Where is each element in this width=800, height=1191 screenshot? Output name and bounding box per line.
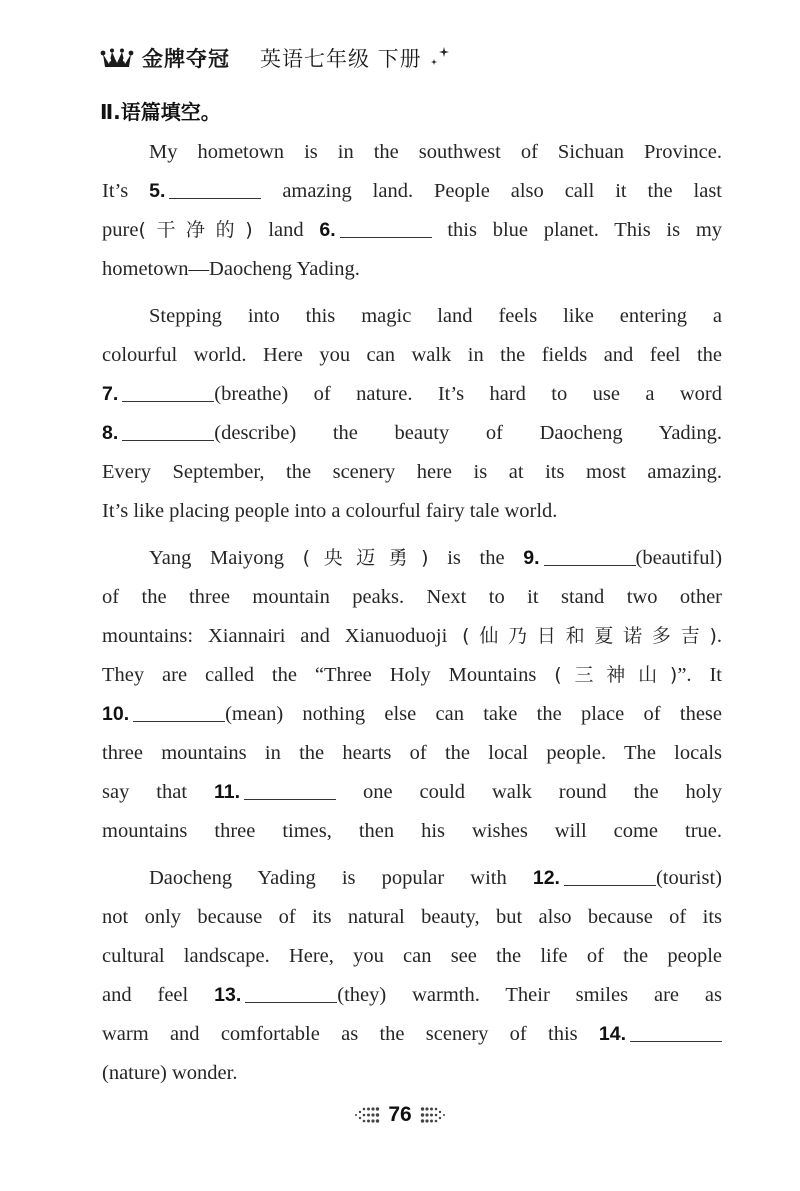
passage-line bbox=[102, 375, 722, 414]
passage-line bbox=[102, 578, 722, 617]
passage-text: amazing land. People also call it the last bbox=[261, 180, 722, 202]
passage-text: (三神山) bbox=[554, 664, 678, 686]
page-footer bbox=[0, 1103, 800, 1127]
passage-line bbox=[102, 734, 722, 773]
passage-line bbox=[102, 492, 722, 531]
passage-text: It’s bbox=[102, 180, 150, 202]
blank-number: 7. bbox=[102, 383, 119, 405]
passage-text: It’s like placing people into a colourful fairy tale world. bbox=[102, 500, 558, 522]
passage-text: My hometown is in the southwest of Sichuan Province. bbox=[149, 141, 722, 163]
dot-pattern-icon bbox=[354, 1106, 382, 1124]
blank-number: 9. bbox=[523, 547, 540, 569]
passage-text: cultural landscape. Here, you can see the life of the people bbox=[102, 945, 722, 967]
passage-line bbox=[102, 695, 722, 734]
passage-line bbox=[102, 133, 722, 172]
passage-text: (breathe) of nature. It’s hard to use a word bbox=[214, 383, 722, 405]
brand-title: 金牌夺冠 bbox=[142, 47, 230, 71]
passage-line bbox=[102, 1054, 722, 1093]
passage-text: Every September, the scenery here is at its most amazing. bbox=[102, 461, 722, 483]
passage-text: (央迈勇) bbox=[302, 547, 429, 569]
passage-text: not only because of its natural beauty, but also because of its bbox=[102, 906, 722, 928]
passage-text: (they) warmth. Their smiles are as bbox=[337, 984, 722, 1006]
passage-line bbox=[102, 976, 722, 1015]
answer-blank[interactable] bbox=[122, 439, 214, 441]
answer-blank[interactable] bbox=[244, 798, 336, 800]
passage-text: is the bbox=[428, 547, 524, 569]
passage-text: colourful world. Here you can walk in the fields and feel the bbox=[102, 344, 722, 366]
blank-number: 12. bbox=[532, 867, 560, 889]
blank-number: 5. bbox=[149, 180, 166, 202]
page-number: 76 bbox=[388, 1103, 412, 1126]
blank-number: 13. bbox=[214, 984, 242, 1006]
passage-line bbox=[102, 172, 722, 211]
blank-number: 6. bbox=[319, 219, 336, 241]
passage-text: Stepping into this magic land feels like entering a bbox=[149, 305, 722, 327]
passage-text: three mountains in the hearts of the local people. The locals bbox=[102, 742, 722, 764]
passage-text: say that bbox=[102, 781, 214, 803]
passage-text: (describe) the beauty of Daocheng Yading. bbox=[214, 422, 722, 444]
answer-blank[interactable] bbox=[544, 564, 636, 566]
passage-line bbox=[102, 453, 722, 492]
passage-text: this blue planet. This is my bbox=[431, 219, 723, 241]
sparkle-icon bbox=[426, 45, 452, 71]
paragraph-gap bbox=[102, 289, 722, 297]
passage-text: and feel bbox=[102, 984, 215, 1006]
passage-line bbox=[102, 539, 722, 578]
blank-number: 8. bbox=[102, 422, 119, 444]
passage-text: (mean) nothing else can take the place of these bbox=[225, 703, 722, 725]
answer-blank[interactable] bbox=[564, 884, 656, 886]
paragraph-gap bbox=[102, 851, 722, 859]
answer-blank[interactable] bbox=[630, 1040, 722, 1042]
book-title: 英语七年级 下册 bbox=[260, 47, 422, 71]
passage-text: . bbox=[716, 625, 722, 647]
passage-line bbox=[102, 773, 722, 812]
passage-text: mountains: Xiannairi and Xianuoduoji bbox=[102, 625, 463, 647]
passage-text: land bbox=[252, 219, 320, 241]
blank-number: 14. bbox=[598, 1023, 626, 1045]
passage-line bbox=[102, 414, 722, 453]
passage-text: pure bbox=[102, 219, 139, 241]
page-header bbox=[100, 40, 452, 76]
passage-text: (beautiful) bbox=[635, 547, 723, 569]
passage-text: Yang Maiyong bbox=[149, 547, 303, 569]
paragraph-gap bbox=[102, 531, 722, 539]
passage-text: (tourist) bbox=[655, 867, 722, 889]
passage-text: of the three mountain peaks. Next to it stand two other bbox=[102, 586, 722, 608]
dot-pattern-icon bbox=[418, 1106, 446, 1124]
blank-number: 11. bbox=[213, 781, 241, 803]
passage-line bbox=[102, 211, 722, 250]
answer-blank[interactable] bbox=[122, 400, 214, 402]
passage-line bbox=[102, 617, 722, 656]
blank-number: 10. bbox=[102, 703, 130, 725]
passage-text: (nature) wonder. bbox=[102, 1062, 238, 1084]
passage-line bbox=[102, 1015, 722, 1054]
section-title: Ⅱ.语篇填空。 bbox=[100, 100, 221, 124]
answer-blank[interactable] bbox=[340, 236, 432, 238]
passage-line bbox=[102, 336, 722, 375]
passage-line bbox=[102, 898, 722, 937]
crown-icon bbox=[100, 46, 134, 70]
passage-text: one could walk round the holy bbox=[336, 781, 722, 803]
passage-text: Daocheng Yading is popular with bbox=[149, 867, 533, 889]
passage-text: hometown—Daocheng Yading. bbox=[102, 258, 360, 280]
answer-blank[interactable] bbox=[245, 1001, 337, 1003]
passage-text: warm and comfortable as the scenery of this bbox=[102, 1023, 599, 1045]
passage-text: They are called the “Three Holy Mountains bbox=[102, 664, 555, 686]
answer-blank[interactable] bbox=[169, 197, 261, 199]
passage-line bbox=[102, 250, 722, 289]
passage bbox=[102, 133, 722, 1093]
passage-text: (干净的) bbox=[138, 219, 253, 241]
passage-line bbox=[102, 656, 722, 695]
passage-line bbox=[102, 812, 722, 851]
passage-line bbox=[102, 859, 722, 898]
answer-blank[interactable] bbox=[133, 720, 225, 722]
passage-line bbox=[102, 937, 722, 976]
passage-text: mountains three times, then his wishes will come true. bbox=[102, 820, 722, 842]
passage-text: ”. It bbox=[677, 664, 723, 686]
passage-text: (仙乃日和夏诺多吉) bbox=[462, 625, 717, 647]
passage-line bbox=[102, 297, 722, 336]
